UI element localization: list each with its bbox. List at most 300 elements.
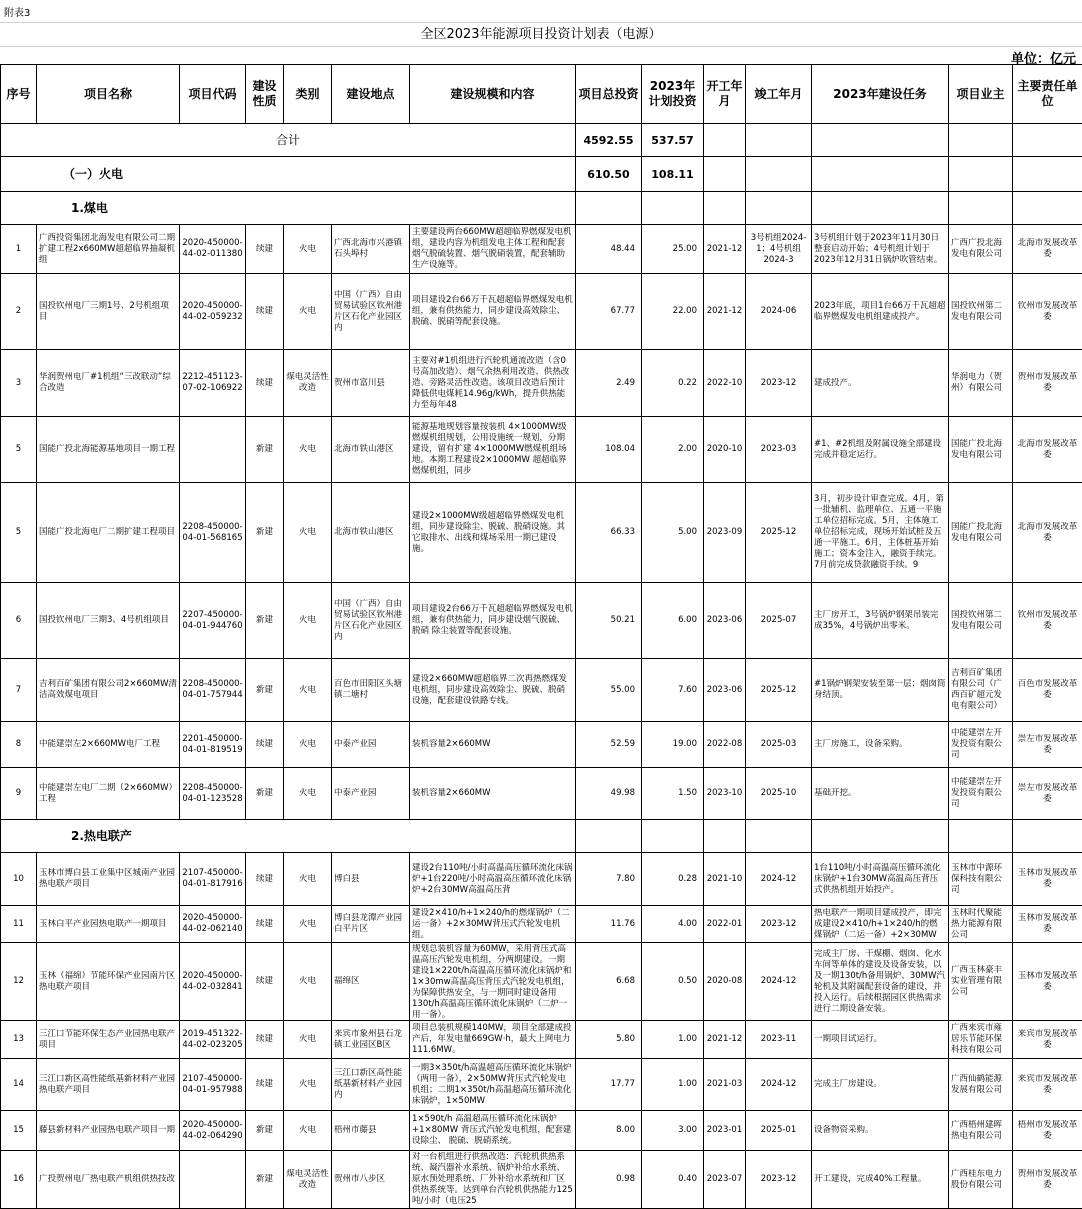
location-text: 博白县 [334, 874, 407, 885]
location[interactable] [332, 350, 410, 417]
scale-content[interactable] [410, 417, 576, 483]
category-text: 火电 [286, 1079, 329, 1090]
row-number[interactable] [1, 1111, 37, 1151]
start-date-text: 2023-06 [706, 615, 743, 626]
row-number-text: 13 [3, 1034, 34, 1045]
task-2023-text: 一期项目试运行。 [814, 1034, 946, 1045]
project-name-text: 三江口新区高性能纸基新材料产业园热电联产项目 [39, 1074, 177, 1096]
plan-2023[interactable] [642, 350, 704, 417]
row-number[interactable] [1, 274, 37, 350]
row-number[interactable] [1, 1021, 37, 1059]
project-code[interactable] [180, 350, 246, 417]
project-code[interactable] [180, 225, 246, 274]
location[interactable] [332, 853, 410, 906]
total-investment[interactable] [576, 583, 642, 659]
location[interactable] [332, 225, 410, 274]
owner[interactable] [949, 350, 1013, 417]
construction-nature[interactable] [246, 1111, 284, 1151]
table-row [1, 906, 1082, 943]
project-name[interactable] [37, 274, 180, 350]
scale-content-text: 项目建设2台66万千瓦超超临界燃煤发电机组，兼有供热能力，同步建设烟气脱硫、脱硝 除尘装置等配套设施。 [412, 604, 573, 637]
project-code[interactable] [180, 483, 246, 583]
table-row [1, 225, 1082, 274]
responsible-unit[interactable] [1013, 225, 1082, 274]
start-date[interactable] [704, 943, 746, 1021]
responsible-unit[interactable] [1013, 768, 1082, 820]
row-number-text: 10 [3, 874, 34, 885]
owner[interactable] [949, 225, 1013, 274]
task-2023[interactable] [812, 483, 949, 583]
category-text: 火电 [286, 739, 329, 750]
owner[interactable] [949, 659, 1013, 722]
responsible-unit[interactable] [1013, 659, 1082, 722]
scale-content[interactable] [410, 659, 576, 722]
total-plan-2023[interactable]: 537.57 [642, 124, 704, 157]
location[interactable] [332, 943, 410, 1021]
location-text: 中国（广西）自由贸易试验区钦州港片区石化产业园区内 [334, 599, 407, 643]
project-name[interactable] [37, 906, 180, 943]
start-date[interactable] [704, 659, 746, 722]
category[interactable] [284, 274, 332, 350]
scale-content-text: 装机容量2×660MW [412, 788, 573, 799]
task-2023-text: 开工建设，完成40%工程量。 [814, 1174, 946, 1185]
project-name-text: 三江口节能环保生态产业园热电联产项目 [39, 1029, 177, 1051]
scale-content[interactable] [410, 853, 576, 906]
location[interactable] [332, 274, 410, 350]
task-2023[interactable] [812, 1021, 949, 1059]
construction-nature[interactable] [246, 483, 284, 583]
start-date[interactable] [704, 722, 746, 768]
responsible-unit[interactable] [1013, 483, 1082, 583]
row-number[interactable] [1, 853, 37, 906]
category-text: 火电 [286, 306, 329, 317]
category[interactable] [284, 225, 332, 274]
project-code-text: 2020-450000-44-02-062140 [182, 913, 243, 935]
total-investment[interactable] [576, 483, 642, 583]
start-date-text: 2021-03 [706, 1079, 743, 1090]
end-date[interactable] [746, 417, 812, 483]
col-header[interactable]: 项目代码 [180, 65, 246, 124]
start-date[interactable] [704, 853, 746, 906]
project-name[interactable] [37, 583, 180, 659]
plan-2023[interactable] [642, 417, 704, 483]
total-investment[interactable] [576, 659, 642, 722]
task-2023[interactable] [812, 274, 949, 350]
project-name[interactable] [37, 943, 180, 1021]
project-code-text: 2020-450000-44-02-059232 [182, 301, 243, 323]
project-name[interactable] [37, 853, 180, 906]
responsible-unit[interactable] [1013, 1111, 1082, 1151]
col-header[interactable]: 2023年建设任务 [812, 65, 949, 124]
responsible-unit-text: 百色市发展改革委 [1015, 679, 1080, 701]
responsible-unit[interactable] [1013, 350, 1082, 417]
task-2023[interactable] [812, 417, 949, 483]
start-date[interactable] [704, 1021, 746, 1059]
col-header[interactable]: 主要责任单位 [1013, 65, 1082, 124]
start-date[interactable] [704, 1059, 746, 1111]
owner[interactable] [949, 906, 1013, 943]
plan-2023[interactable] [642, 483, 704, 583]
col-header[interactable]: 序号 [1, 65, 37, 124]
construction-nature[interactable] [246, 943, 284, 1021]
total-investment[interactable] [576, 853, 642, 906]
task-2023[interactable] [812, 659, 949, 722]
project-name[interactable] [37, 659, 180, 722]
col-header[interactable]: 项目总投资 [576, 65, 642, 124]
plan-2023[interactable] [642, 1111, 704, 1151]
owner[interactable] [949, 1059, 1013, 1111]
category[interactable] [284, 943, 332, 1021]
end-date[interactable] [746, 722, 812, 768]
task-2023-text: 3号机组计划于2023年11月30日整套启动开始；4号机组计划于2023年12月31日锅炉吹管结束。 [814, 233, 946, 266]
owner[interactable] [949, 768, 1013, 820]
plan-2023[interactable] [642, 1059, 704, 1111]
location[interactable] [332, 1021, 410, 1059]
plan-2023[interactable] [642, 768, 704, 820]
plan-2023[interactable] [642, 906, 704, 943]
responsible-unit[interactable] [1013, 722, 1082, 768]
responsible-unit[interactable] [1013, 943, 1082, 1021]
start-date-text: 2021-12 [706, 244, 743, 255]
row-number-text: 12 [3, 976, 34, 987]
subsection-label[interactable]: 1.煤电 [1, 192, 576, 225]
end-date[interactable] [746, 1059, 812, 1111]
category-text: 火电 [286, 976, 329, 987]
project-code-text: 2019-451322-44-02-023205 [182, 1029, 243, 1051]
construction-nature-text: 新建 [248, 1174, 281, 1185]
row-number[interactable] [1, 943, 37, 1021]
start-date[interactable] [704, 583, 746, 659]
scale-content[interactable] [410, 225, 576, 274]
project-code[interactable] [180, 1111, 246, 1151]
start-date[interactable] [704, 1111, 746, 1151]
scale-content[interactable] [410, 350, 576, 417]
responsible-unit[interactable] [1013, 417, 1082, 483]
task-2023[interactable] [812, 943, 949, 1021]
start-date[interactable] [704, 350, 746, 417]
location[interactable] [332, 417, 410, 483]
row-number[interactable] [1, 768, 37, 820]
project-code[interactable] [180, 906, 246, 943]
construction-nature[interactable] [246, 906, 284, 943]
scale-content[interactable] [410, 583, 576, 659]
start-date[interactable] [704, 417, 746, 483]
location[interactable] [332, 906, 410, 943]
project-code[interactable] [180, 768, 246, 820]
total-investment[interactable] [576, 1021, 642, 1059]
category[interactable] [284, 350, 332, 417]
end-date-text: 2023-11 [748, 1034, 809, 1045]
col-header[interactable]: 项目业主 [949, 65, 1013, 124]
row-number[interactable] [1, 659, 37, 722]
owner[interactable] [949, 417, 1013, 483]
responsible-unit-text: 玉林市发展改革委 [1015, 971, 1080, 993]
plan-2023[interactable] [642, 943, 704, 1021]
task-2023[interactable] [812, 583, 949, 659]
end-date-text: 2024-12 [748, 976, 809, 987]
plan-2023-text: 25.00 [644, 244, 697, 255]
scale-content[interactable] [410, 1059, 576, 1111]
col-header[interactable]: 项目名称 [37, 65, 180, 124]
category[interactable] [284, 906, 332, 943]
owner[interactable] [949, 274, 1013, 350]
project-name[interactable] [37, 483, 180, 583]
owner[interactable] [949, 1021, 1013, 1059]
owner-text: 吉利百矿集团有限公司（广西百矿超元发电有限公司） [951, 668, 1010, 712]
task-2023[interactable] [812, 853, 949, 906]
row-number[interactable] [1, 722, 37, 768]
plan-2023-text: 7.60 [644, 685, 697, 696]
location[interactable] [332, 1059, 410, 1111]
total-investment-text: 5.80 [578, 1034, 635, 1045]
total-investment[interactable] [576, 1111, 642, 1151]
plan-2023[interactable] [642, 274, 704, 350]
table-row [1, 1021, 1082, 1059]
scale-content[interactable] [410, 722, 576, 768]
col-header[interactable]: 建设规模和内容 [410, 65, 576, 124]
col-header[interactable]: 建设性质 [246, 65, 284, 124]
plan-2023[interactable] [642, 722, 704, 768]
construction-nature[interactable] [246, 853, 284, 906]
project-name[interactable] [37, 225, 180, 274]
construction-nature[interactable] [246, 768, 284, 820]
section-total-investment[interactable]: 610.50 [576, 157, 642, 192]
location[interactable] [332, 722, 410, 768]
construction-nature-text: 新建 [248, 615, 281, 626]
location[interactable] [332, 483, 410, 583]
end-date[interactable] [746, 659, 812, 722]
plan-2023[interactable] [642, 659, 704, 722]
project-name[interactable] [37, 1111, 180, 1151]
unit-label: 单位：亿元 [1011, 48, 1076, 67]
total-investment[interactable] [576, 943, 642, 1021]
plan-2023-text: 2.00 [644, 444, 697, 455]
project-code[interactable] [180, 274, 246, 350]
section-plan-2023[interactable]: 108.11 [642, 157, 704, 192]
category[interactable] [284, 1021, 332, 1059]
responsible-unit[interactable] [1013, 853, 1082, 906]
total-investment[interactable] [576, 417, 642, 483]
row-number-text: 5 [3, 527, 34, 538]
start-date[interactable] [704, 225, 746, 274]
row-number[interactable] [1, 350, 37, 417]
location-text: 广西北海市兴港镇石头埠村 [334, 238, 407, 260]
responsible-unit[interactable] [1013, 906, 1082, 943]
construction-nature[interactable] [246, 722, 284, 768]
row-number[interactable] [1, 906, 37, 943]
construction-nature[interactable] [246, 225, 284, 274]
project-code[interactable] [180, 583, 246, 659]
scale-content[interactable] [410, 943, 576, 1021]
section-label[interactable]: （一）火电 [1, 157, 576, 192]
task-2023[interactable] [812, 1111, 949, 1151]
col-header[interactable]: 2023年计划投资 [642, 65, 704, 124]
total-investment-text: 48.44 [578, 244, 635, 255]
owner[interactable] [949, 583, 1013, 659]
project-name[interactable] [37, 350, 180, 417]
owner[interactable] [949, 943, 1013, 1021]
total-investment[interactable] [576, 906, 642, 943]
project-name[interactable] [37, 1021, 180, 1059]
start-date[interactable] [704, 768, 746, 820]
project-code[interactable] [180, 722, 246, 768]
category[interactable] [284, 659, 332, 722]
total-investment[interactable]: 4592.55 [576, 124, 642, 157]
project-code[interactable] [180, 417, 246, 483]
row-number[interactable] [1, 225, 37, 274]
location[interactable] [332, 768, 410, 820]
end-date[interactable] [746, 943, 812, 1021]
project-name[interactable] [37, 768, 180, 820]
start-date[interactable] [704, 483, 746, 583]
end-date-text: 2025-12 [748, 685, 809, 696]
owner-text: 国投钦州第二发电有限公司 [951, 301, 1010, 323]
table-row [1, 274, 1082, 350]
construction-nature[interactable] [246, 417, 284, 483]
responsible-unit[interactable] [1013, 274, 1082, 350]
plan-2023[interactable] [642, 853, 704, 906]
end-date[interactable] [746, 1021, 812, 1059]
row-number[interactable] [1, 1059, 37, 1111]
total-investment[interactable] [576, 722, 642, 768]
end-date-text: 2024-12 [748, 1079, 809, 1090]
task-2023[interactable] [812, 350, 949, 417]
project-name-text: 玉林市博白县工业集中区城南产业园热电联产项目 [39, 868, 177, 890]
row-number[interactable] [1, 417, 37, 483]
scale-content[interactable] [410, 906, 576, 943]
col-header[interactable]: 类别 [284, 65, 332, 124]
end-date[interactable] [746, 350, 812, 417]
page-title: 全区2023年能源项目投资计划表（电源） [0, 24, 1082, 47]
owner[interactable] [949, 853, 1013, 906]
project-code[interactable] [180, 943, 246, 1021]
owner-text: 广西桂东电力股份有限公司 [951, 1169, 1010, 1191]
project-name[interactable] [37, 1059, 180, 1111]
total-investment[interactable] [576, 350, 642, 417]
scale-content[interactable] [410, 274, 576, 350]
scale-content[interactable] [410, 483, 576, 583]
category[interactable] [284, 768, 332, 820]
scale-content[interactable] [410, 768, 576, 820]
investment-table [0, 64, 1082, 1209]
category-text: 火电 [286, 527, 329, 538]
location[interactable] [332, 659, 410, 722]
scale-content[interactable] [410, 1021, 576, 1059]
construction-nature[interactable] [246, 1021, 284, 1059]
row-number[interactable] [1, 583, 37, 659]
total-investment-text: 50.21 [578, 615, 635, 626]
total-investment[interactable] [576, 1059, 642, 1111]
responsible-unit[interactable] [1013, 583, 1082, 659]
location[interactable] [332, 583, 410, 659]
construction-nature[interactable] [246, 1059, 284, 1111]
construction-nature[interactable] [246, 659, 284, 722]
start-date-text: 2023-09 [706, 527, 743, 538]
total-label[interactable]: 合计 [1, 124, 576, 157]
owner[interactable] [949, 1111, 1013, 1151]
task-2023[interactable] [812, 225, 949, 274]
category[interactable] [284, 1111, 332, 1151]
category[interactable] [284, 853, 332, 906]
construction-nature[interactable] [246, 274, 284, 350]
project-code-text: 2107-450000-04-01-817916 [182, 868, 243, 890]
category-text: 火电 [286, 874, 329, 885]
subsection-label[interactable]: 2.热电联产 [1, 820, 576, 853]
row-number[interactable] [1, 483, 37, 583]
category[interactable] [284, 583, 332, 659]
project-code-text: 2107-450000-04-01-957988 [182, 1074, 243, 1096]
total-investment-text: 49.98 [578, 788, 635, 799]
col-header[interactable]: 竣工年月 [746, 65, 812, 124]
row-number-text: 8 [3, 739, 34, 750]
project-code[interactable] [180, 853, 246, 906]
category[interactable] [284, 417, 332, 483]
category[interactable] [284, 722, 332, 768]
construction-nature[interactable] [246, 350, 284, 417]
project-code[interactable] [180, 659, 246, 722]
start-date[interactable] [704, 274, 746, 350]
task-2023[interactable] [812, 906, 949, 943]
scale-content-text: 项目建设2台66万千瓦超超临界燃煤发电机组，兼有供热能力，同步建设高效除尘、脱硫、脱硝等配套设施。 [412, 295, 573, 328]
end-date[interactable] [746, 483, 812, 583]
table-row [1, 768, 1082, 820]
scale-content-text: 主要建设两台660MW超超临界燃煤发电机组，建设内容为机组发电主体工程和配套烟气脱硫装置、烟气脱硝装置，配套辅助生产设施等。 [412, 227, 573, 271]
end-date[interactable] [746, 768, 812, 820]
category[interactable] [284, 1059, 332, 1111]
project-name-text: 国投钦州电厂三期3、4号机组项目 [39, 615, 177, 626]
task-2023[interactable] [812, 1059, 949, 1111]
project-name[interactable] [37, 417, 180, 483]
project-code-text: 2207-450000-04-01-944760 [182, 610, 243, 632]
construction-nature[interactable] [246, 583, 284, 659]
project-code[interactable] [180, 1021, 246, 1059]
total-investment[interactable] [576, 768, 642, 820]
responsible-unit[interactable] [1013, 1059, 1082, 1111]
start-date[interactable] [704, 906, 746, 943]
total-investment[interactable] [576, 274, 642, 350]
total-investment[interactable] [576, 225, 642, 274]
end-date[interactable] [746, 853, 812, 906]
task-2023-text: 设备物资采购。 [814, 1125, 946, 1136]
owner[interactable] [949, 722, 1013, 768]
location-text: 来宾市象州县石龙镇工业园区B区 [334, 1029, 407, 1051]
construction-nature-text: 新建 [248, 1125, 281, 1136]
end-date[interactable] [746, 583, 812, 659]
col-header[interactable]: 开工年月 [704, 65, 746, 124]
end-date[interactable] [746, 906, 812, 943]
construction-nature-text: 新建 [248, 444, 281, 455]
plan-2023[interactable] [642, 1021, 704, 1059]
end-date[interactable] [746, 225, 812, 274]
plan-2023[interactable] [642, 225, 704, 274]
plan-2023[interactable] [642, 583, 704, 659]
project-name[interactable] [37, 722, 180, 768]
owner-text: 国能广投北海发电有限公司 [951, 522, 1010, 544]
responsible-unit[interactable] [1013, 1021, 1082, 1059]
row-number-text: 14 [3, 1079, 34, 1090]
category[interactable] [284, 483, 332, 583]
task-2023[interactable] [812, 722, 949, 768]
location[interactable] [332, 1111, 410, 1151]
end-date[interactable] [746, 274, 812, 350]
col-header[interactable]: 建设地点 [332, 65, 410, 124]
project-code[interactable] [180, 1059, 246, 1111]
scale-content[interactable] [410, 1111, 576, 1151]
owner[interactable] [949, 483, 1013, 583]
task-2023[interactable] [812, 768, 949, 820]
end-date[interactable] [746, 1111, 812, 1151]
responsible-unit-text: 玉林市发展改革委 [1015, 913, 1080, 935]
